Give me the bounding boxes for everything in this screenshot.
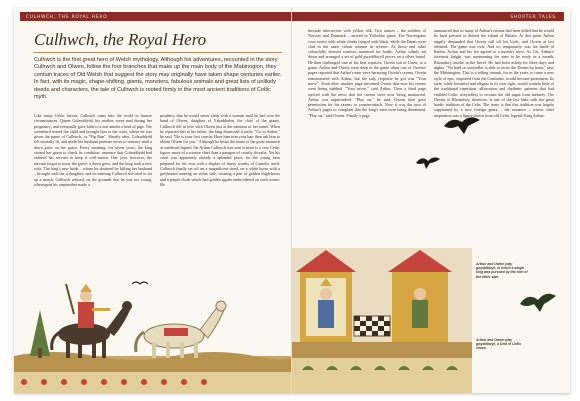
running-header-right [292, 12, 564, 21]
raven-icon [442, 112, 482, 136]
raven-small-icon [414, 153, 442, 171]
raven-decor-icon [518, 288, 558, 314]
left-column-1: Like many Celtic heroes, Culhwch came into the world in bizarre circumstances. Queen Goleuddydd, his mother, went mad during her pregnancy, and eventually gave birth to a son amidst a herd of pigs. The swineherd reared the child and brought him to the court, where he was given the name of Culhwch, or "Pig Run". Shortly after, Goleuddydd fell mortally ill, and made her husband promise never to remarry until a thorn grew on her grave. Every morning, for seven years, the king visited her grave to check its condition, unaware that Goleuddydd had ordered her servant to keep it well-mown. One year, however, the servant forgot to mow the grave; a thorn grew, and the king took a new wife. The king's new bride – whom he obtained by killing her husband – brought with her a daughter, and on meeting Culhwch she tried to set up a match. Culhwch refused, on the grounds that he was too young, whereupon his stepmother made a [34, 113, 152, 187]
page-title: Culhwch, the Royal Hero [34, 30, 207, 49]
tapestry-illustration-left [14, 244, 292, 393]
running-header-right-text: SHORTER TALES [510, 14, 556, 19]
right-column-2: announced that so many of Arthur's retinue had been killed that he would be hard pressed to defend the island of Britain. At this point Arthur angrily demanded that Owein call off his birds, and Owein at last relented. The game was over. And so, temporarily, was the battle of Badon. Arthur and his foe agreed to a month's truce. As Cei, Arthur's foremost knight, was summoning the men to be ready in a month, Rhonabwy awoke in the hovel. He had been asleep for three days and nights. "No bard or storyteller is able to recite the Dream by heart," says the Mabinogion. This is a telling remark, for in the years to come a new style of epic, imported from the Continent, would become prominent. Its style, while beautiful and elegant in its own right, would contain little of the traditional repetition, alliteration and rhythmic patterns that had enabled Celtic storytellers to recount the old sagas from memory. The Dream of Rhonabwy, therefore, is one of the last links with the great bardic tradition of the Celts. The irony is that this tradition was largely supplanted by a new foreign genre – the romance – whose chief inspiration was a figure drawn from old Celtic legend: King Arthur. [434, 28, 554, 118]
intro-paragraph: Culhwch is the first great hero of Welsh mythology. Although his adventures, recounted in the story Culhwch and Olwen, follow the four branches that make up the main body of the Mabinogion, they contain traces of Old Welsh that suggest the story may originally have taken shape centuries earlier. In fact, with its magic, shape-shifting, giants, monsters, fabulous animals and great lists of unlikely deeds and characters, the tale of Culhwch is rooted firmly in the most ancient traditions of Celtic myth. [34, 57, 282, 101]
chess-game-tapestry [292, 242, 472, 393]
running-header-left [20, 12, 291, 21]
book-spread [14, 8, 570, 393]
right-column-1: brocade interwoven with yellow silk. Two armies – the soldiers of Norway and Denmark – arrived in Yorkshire game. The Norwegians wore tunics with white cloaks fringed with black, while the Danes were clad in the same colour scheme in reverse. As these and other colourfully dressed warriors mustered for battle, Arthur calmly sat down and arranged a set of gold gwyddbwyll pieces on a silver board. He then challenged one of his best warriors, Owein son of Urien, to a game. Arthur and Owein were deep in the game when one of Owein's pages reported that Arthur's men were harassing Owein's ravens. Owein remonstrated with Arthur, but the only response he got was "Your move". Soon after, another page informed Owein that now his ravens were being stabbed. "Your move," said Arthur. Then a third page arrived with the news that the ravens were now being massacred. Arthur was unperturbed. "Play on," he said. Owein then gave permission for his ravens to counter-attack. Now it was the turn of Arthur's pages to complain that the king's men were being threatened. "Play on," said Owein. Finally a page [308, 28, 426, 118]
right-bottom-caption: Arthur and Owein play gwyddbwyll, a kind of Celtic chess. [476, 338, 522, 351]
arthur-figure-icon [318, 278, 334, 328]
running-header-left-text: CULHWCH, THE ROYAL HERO [26, 14, 108, 19]
right-illustration-caption: Arthur and Owein play gwyddbwyll, in which a single king was pursued by the men of the other side. [476, 262, 528, 279]
gwyddbwyll-board-icon [354, 316, 390, 336]
horse-rider-tapestry [14, 244, 292, 393]
tapestry-illustration-right [292, 242, 472, 393]
title-rule [34, 52, 282, 53]
owein-figure-icon [412, 288, 428, 328]
left-page [14, 8, 292, 393]
right-page [292, 8, 570, 393]
left-column-2: prophecy that he would never sleep with a woman until he had won the hand of Olwen, daughter of Ysbaddaden, the chief of the giants. Culhwch fell in love with Olwen just at the mention of her name. When he reported this to his father, the king dismissed it airily. "Go to Arthur," he said. "He is your first cousin. Have him trim your hair then ask him to obtain Olwen for you." Although he bears the name of the great monarch of medieval legend, the Arthur Culhwch was sent to meet is a very Celtic figure: more of a warrior chief than a paragon of courtly chivalry. Yet his court was apparently already a splendid place, for the young hero prepared for his visit with a display of finery worthy of Camelot itself. Culhwch finally set off on a magnificent steed, on a white horse with a greyhound running on either side, wearing a pair of golden thigh-boots and a purple cloak which had golden apples embroidered on each corner. He [160, 113, 280, 187]
